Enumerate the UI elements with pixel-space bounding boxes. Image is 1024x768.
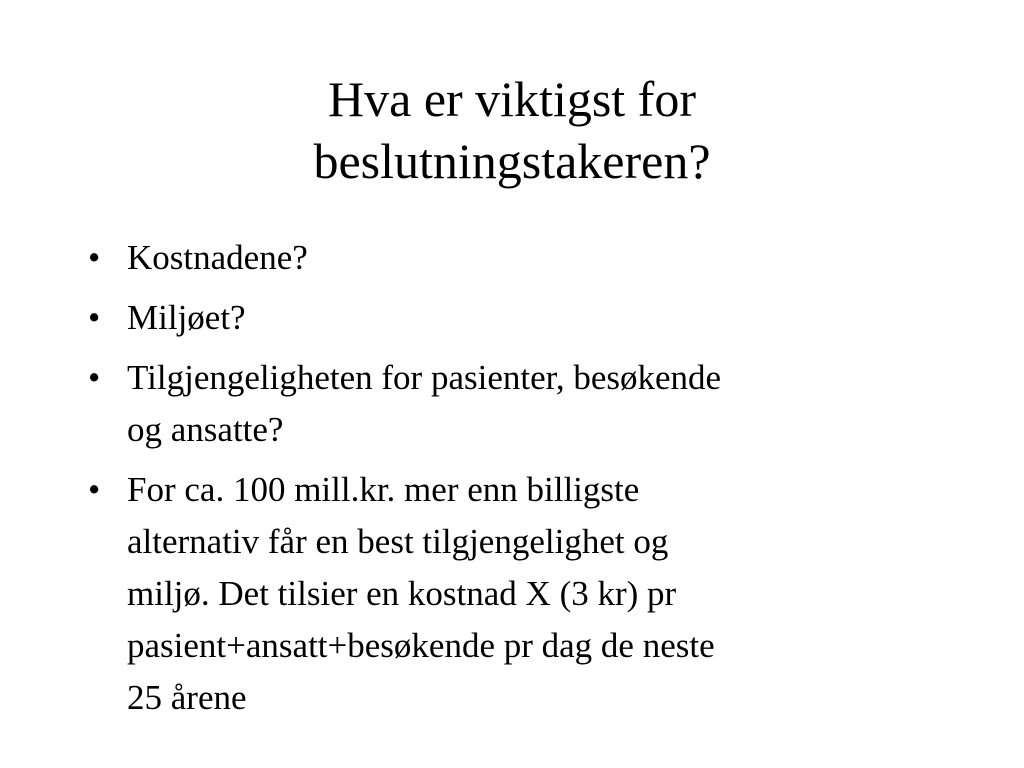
bullet-icon: • (88, 358, 101, 397)
slide-title-line: beslutningstakeren? (313, 133, 711, 189)
bullet-list (88, 232, 968, 732)
bullet-text (127, 352, 968, 456)
slide-title-line: Hva er viktigst for (328, 71, 696, 127)
slide-title (0, 68, 1024, 192)
bullet-line: miljø. Det tilsier en kostnad X (3 kr) pr (127, 574, 677, 613)
bullet-item-cost-estimate (88, 464, 968, 724)
bullet-line: Miljøet? (127, 298, 246, 337)
bullet-item-environment (88, 292, 968, 344)
bullet-line: pasient+ansatt+besøkende pr dag de neste (127, 626, 715, 665)
bullet-item-accessibility (88, 352, 968, 456)
bullet-line: og ansatte? (127, 410, 284, 449)
bullet-icon: • (88, 238, 101, 277)
bullet-line: alternativ får en best tilgjengelighet og (127, 522, 669, 561)
bullet-icon: • (88, 298, 101, 337)
bullet-text (127, 292, 968, 344)
bullet-text (127, 232, 968, 284)
bullet-text (127, 464, 968, 724)
bullet-line: For ca. 100 mill.kr. mer enn billigste (127, 470, 640, 509)
bullet-line: Kostnadene? (127, 238, 308, 277)
bullet-icon: • (88, 470, 101, 509)
bullet-line: 25 årene (127, 678, 247, 717)
bullet-item-costs (88, 232, 968, 284)
bullet-line: Tilgjengeligheten for pasienter, besøkende (127, 358, 722, 397)
